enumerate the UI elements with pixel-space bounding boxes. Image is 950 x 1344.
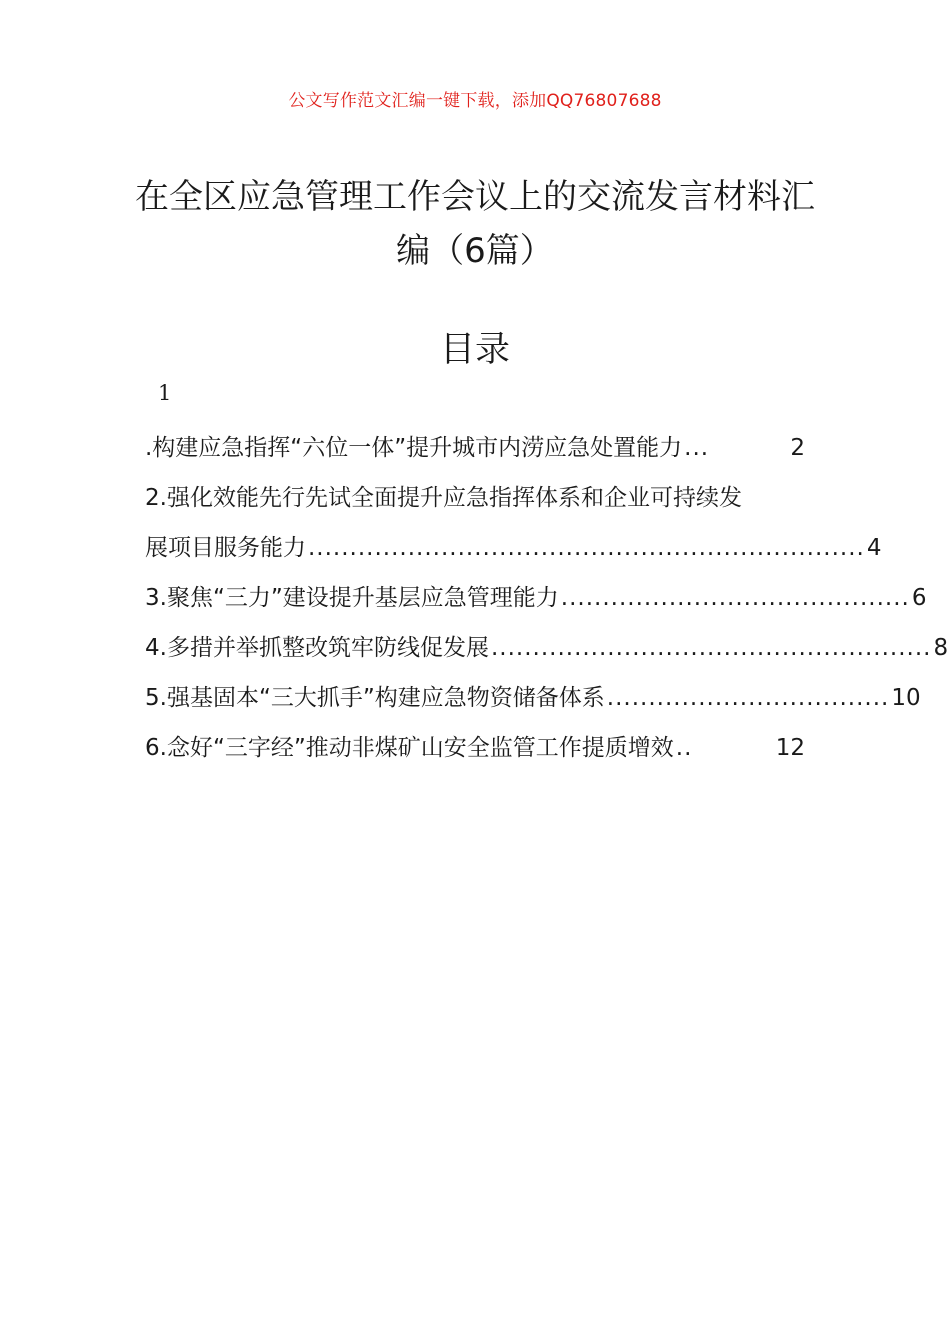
toc-entry-title: .构建应急指挥“六位一体”提升城市内涝应急处置能力 <box>145 435 683 461</box>
toc-entry-3[interactable] <box>145 573 927 623</box>
toc-entry-5[interactable] <box>145 673 921 723</box>
toc-leader-dots: ................................................................... <box>308 535 865 561</box>
toc-item-number: 1 <box>158 381 172 405</box>
document-title: 在全区应急管理工作会议上的交流发言材料汇编（6篇） <box>135 177 815 271</box>
toc-entry-title: 展项目服务能力 <box>145 535 306 561</box>
toc-leader-dots: ... <box>684 435 710 461</box>
toc-entry-title: 6.念好“三字经”推动非煤矿山安全监管工作提质增效 <box>145 735 674 761</box>
toc-page-number: 4 <box>866 535 882 561</box>
toc-leader-dots: .. <box>675 735 693 761</box>
toc-leader-dots: ..................................................... <box>490 635 932 661</box>
toc-entry-4[interactable] <box>145 623 949 673</box>
toc-page-number: 2 <box>790 435 805 461</box>
toc-heading: 目录 <box>439 330 510 370</box>
toc-entry-1[interactable] <box>145 423 805 473</box>
toc-entry-title: 2.强化效能先行先试全面提升应急指挥体系和企业可持续发 <box>145 485 742 511</box>
toc-page-number: 6 <box>911 585 927 611</box>
toc-entry-title: 4.多措并举抓整改筑牢防线促发展 <box>145 635 489 661</box>
toc-entry-2-line-1[interactable] <box>145 473 805 523</box>
toc-entry-2-line-2[interactable] <box>145 523 882 573</box>
toc-entry-6[interactable] <box>145 723 805 773</box>
toc-leader-dots: .................................. <box>606 685 890 711</box>
toc-page-number: 8 <box>933 635 949 661</box>
toc-leader-dots: .......................................... <box>560 585 910 611</box>
toc-page-number: 10 <box>891 685 921 711</box>
table-of-contents <box>145 423 949 773</box>
toc-entry-title: 3.聚焦“三力”建设提升基层应急管理能力 <box>145 585 559 611</box>
download-notice: 公文写作范文汇编一键下载，添加QQ76807688 <box>288 91 662 111</box>
toc-entry-title: 5.强基固本“三大抓手”构建应急物资储备体系 <box>145 685 605 711</box>
toc-page-number: 12 <box>775 735 805 761</box>
